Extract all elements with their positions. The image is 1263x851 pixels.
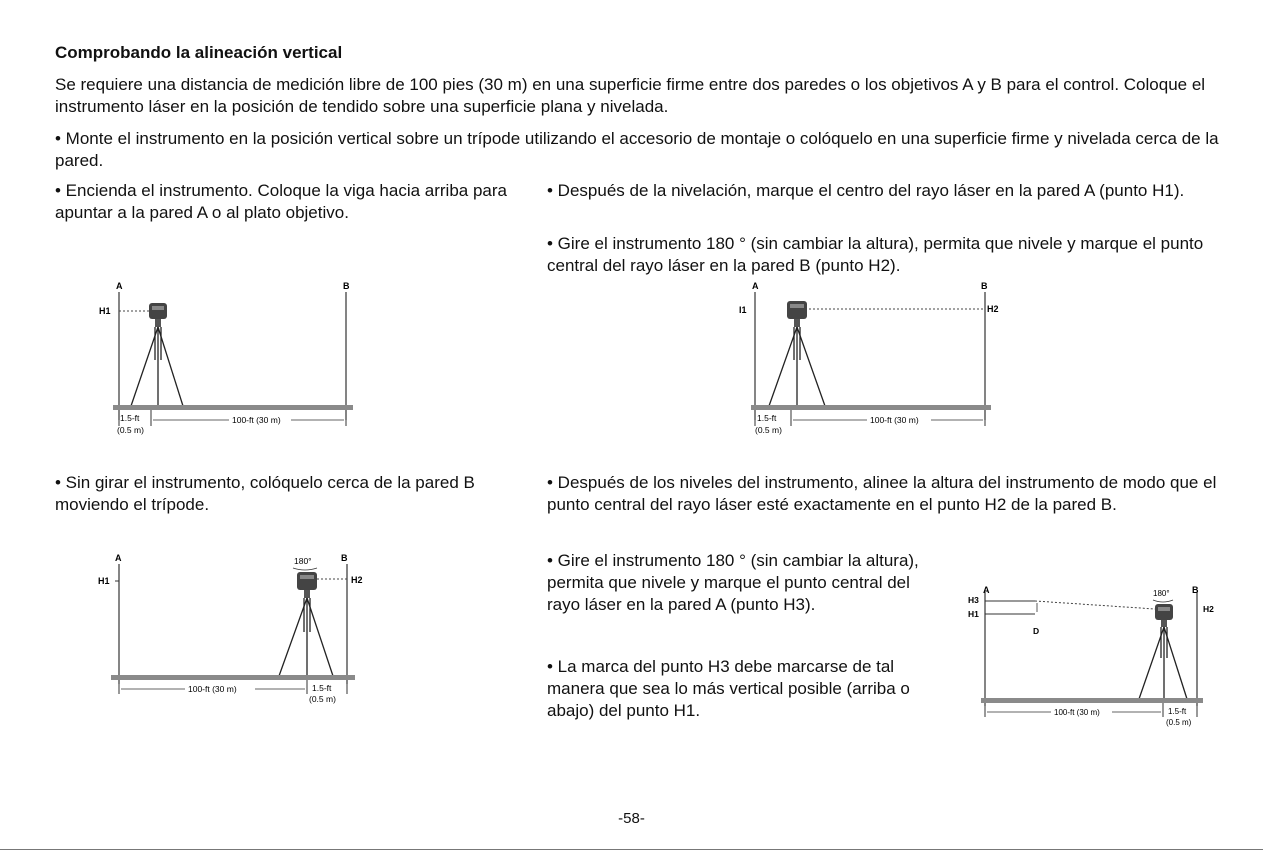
wall-b-label: B bbox=[981, 281, 988, 291]
h1-label: H1 bbox=[99, 306, 111, 316]
intro-paragraph: Se requiere una distancia de medición libre de 100 pies (30 m) en una superficie firme entre dos paredes o los objetivos A y B para el control. Coloque el instrumento láser en la posición de tendido sobre una superficie plana y nivelada. bbox=[55, 75, 1206, 116]
short-distance-metric: (0.5 m) bbox=[755, 425, 782, 435]
step-move-tripod: • Sin girar el instrumento, colóquelo cerca de la pared B moviendo el trípode. bbox=[55, 473, 475, 514]
wall-a-label: A bbox=[983, 585, 990, 595]
short-distance-metric: (0.5 m) bbox=[117, 425, 144, 435]
step-mark-h2: • Gire el instrumento 180 ° (sin cambiar la altura), permita que nivele y marque el punto central del rayo láser en la pared B (punto H2). bbox=[547, 234, 1204, 275]
figure-near-wall-b bbox=[95, 552, 365, 712]
long-distance-label: 100-ft (30 m) bbox=[188, 684, 237, 694]
mount-instruction: • Monte el instrumento en la posición vertical sobre un trípode utilizando el accesorio de montaje o colóquelo en una superficie firme y nivelada cerca de la pared. bbox=[55, 129, 1219, 170]
step-align-height: • Después de los niveles del instrumento, alinee la altura del instrumento de modo que el punto central del rayo láser esté exactamente en el punto H2 de la pared B. bbox=[547, 473, 1217, 514]
h2-label: H2 bbox=[351, 575, 363, 585]
h1-label: I1 bbox=[739, 305, 747, 315]
step-mark-h3: • Gire el instrumento 180 ° (sin cambiar la altura), permita que nivele y marque el punto central del rayo láser en la pared A (punto H3). bbox=[547, 551, 919, 614]
figure-mark-h3 bbox=[965, 582, 1225, 742]
h3-label: H3 bbox=[968, 595, 979, 605]
short-distance-metric: (0.5 m) bbox=[309, 694, 336, 704]
wall-a-label: A bbox=[752, 281, 759, 291]
figure-mark-h2 bbox=[735, 280, 1000, 440]
short-distance-metric: (0.5 m) bbox=[1166, 718, 1192, 727]
step-mark-h1: • Después de la nivelación, marque el centro del rayo láser en la pared A (punto H1). bbox=[547, 181, 1185, 200]
short-distance-label: 1.5-ft bbox=[120, 413, 140, 423]
long-distance-label: 100-ft (30 m) bbox=[870, 415, 919, 425]
rotation-arrow-icon bbox=[293, 568, 317, 570]
wall-b-label: B bbox=[341, 553, 348, 563]
offset-d-label: D bbox=[1033, 626, 1040, 636]
wall-a-label: A bbox=[115, 553, 122, 563]
rotation-label: 180° bbox=[294, 556, 312, 566]
tripod-icon bbox=[279, 598, 333, 676]
long-distance-label: 100-ft (30 m) bbox=[232, 415, 281, 425]
long-distance-label: 100-ft (30 m) bbox=[1054, 708, 1100, 717]
figure-near-wall-a bbox=[95, 280, 365, 440]
laser-instrument-icon bbox=[149, 303, 167, 327]
floor bbox=[111, 675, 355, 680]
section-title: Comprobando la alineación vertical bbox=[55, 43, 343, 62]
wall-a-label: A bbox=[116, 281, 123, 291]
page-number: -58- bbox=[618, 810, 645, 827]
h2-label: H2 bbox=[987, 304, 999, 314]
laser-instrument-icon bbox=[787, 301, 807, 327]
floor bbox=[981, 698, 1203, 703]
laser-instrument-icon bbox=[1155, 604, 1173, 627]
step-power-on: • Encienda el instrumento. Coloque la viga hacia arriba para apuntar a la pared A o al plato objetivo. bbox=[55, 181, 507, 222]
laser-instrument-icon bbox=[297, 572, 317, 598]
h1-label: H1 bbox=[98, 576, 110, 586]
short-distance-label: 1.5-ft bbox=[1168, 707, 1187, 716]
laser-beam bbox=[1035, 601, 1155, 609]
tripod-icon bbox=[769, 327, 825, 406]
floor bbox=[751, 405, 991, 410]
wall-b-label: B bbox=[343, 281, 350, 291]
short-distance-label: 1.5-ft bbox=[312, 683, 332, 693]
tripod-icon bbox=[131, 327, 183, 406]
rotation-arrow-icon bbox=[1153, 600, 1173, 602]
step-h3-note: • La marca del punto H3 debe marcarse de tal manera que sea lo más vertical posible (arriba o abajo) del punto H1. bbox=[547, 657, 910, 720]
rotation-label: 180° bbox=[1153, 589, 1170, 598]
short-distance-label: 1.5-ft bbox=[757, 413, 777, 423]
h2-label: H2 bbox=[1203, 604, 1214, 614]
bottom-rule bbox=[0, 849, 1263, 850]
floor bbox=[113, 405, 353, 410]
tripod-icon bbox=[1139, 627, 1187, 699]
h1-label: H1 bbox=[968, 609, 979, 619]
wall-b-label: B bbox=[1192, 585, 1199, 595]
